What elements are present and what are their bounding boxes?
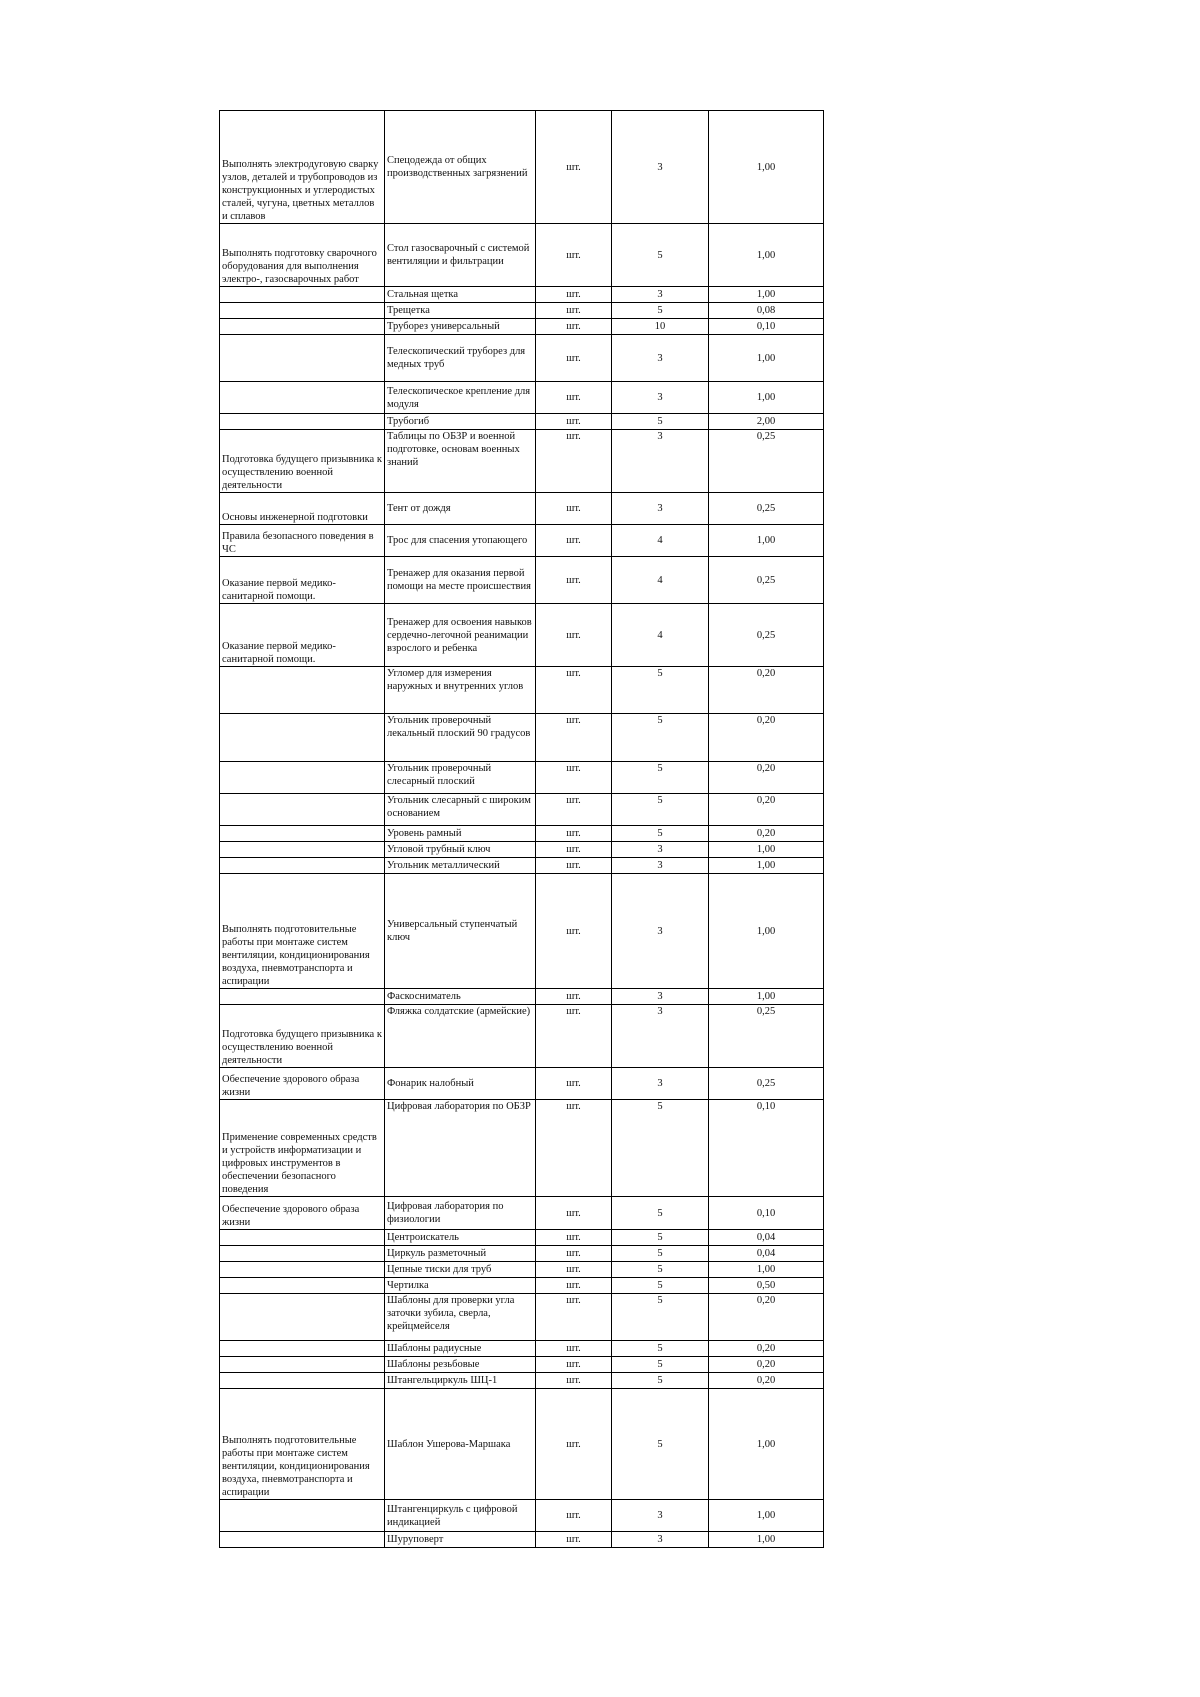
norm-cell: 0,25: [709, 430, 824, 493]
quantity-cell: 3: [612, 1005, 709, 1068]
item-cell: Центроискатель: [385, 1230, 536, 1246]
activity-cell: Подготовка будущего призывника к осуществлению военной деятельности: [220, 1005, 385, 1068]
activity-cell: [220, 1262, 385, 1278]
norm-cell: 0,20: [709, 762, 824, 794]
table-row: [220, 762, 824, 794]
table-row: [220, 842, 824, 858]
norm-cell: 0,10: [709, 1197, 824, 1230]
quantity-cell: 5: [612, 1357, 709, 1373]
table-row: [220, 1230, 824, 1246]
unit-cell: шт.: [536, 826, 612, 842]
norm-cell: 1,00: [709, 525, 824, 557]
quantity-cell: 3: [612, 287, 709, 303]
table-row: [220, 858, 824, 874]
item-cell: Угольник проверочный слесарный плоский: [385, 762, 536, 794]
unit-cell: шт.: [536, 557, 612, 604]
unit-cell: шт.: [536, 319, 612, 335]
norm-cell: 1,00: [709, 224, 824, 287]
activity-cell: [220, 826, 385, 842]
item-cell: Фляжка солдатские (армейские): [385, 1005, 536, 1068]
table-row: [220, 1100, 824, 1197]
norm-cell: 0,25: [709, 493, 824, 525]
unit-cell: шт.: [536, 111, 612, 224]
unit-cell: шт.: [536, 874, 612, 989]
unit-cell: шт.: [536, 989, 612, 1005]
table-row: [220, 1341, 824, 1357]
item-cell: Угольник проверочный лекальный плоский 90 градусов: [385, 714, 536, 762]
norm-cell: 1,00: [709, 335, 824, 382]
norm-cell: 1,00: [709, 111, 824, 224]
quantity-cell: 5: [612, 1389, 709, 1500]
unit-cell: шт.: [536, 858, 612, 874]
quantity-cell: 3: [612, 1500, 709, 1532]
quantity-cell: 3: [612, 382, 709, 414]
quantity-cell: 5: [612, 1341, 709, 1357]
table-row: [220, 303, 824, 319]
item-cell: Чертилка: [385, 1278, 536, 1294]
quantity-cell: 5: [612, 762, 709, 794]
table-row: [220, 1357, 824, 1373]
quantity-cell: 4: [612, 604, 709, 667]
quantity-cell: 3: [612, 111, 709, 224]
quantity-cell: 3: [612, 493, 709, 525]
table-row: [220, 604, 824, 667]
activity-cell: [220, 1373, 385, 1389]
table-row: [220, 224, 824, 287]
activity-cell: [220, 1357, 385, 1373]
unit-cell: шт.: [536, 1389, 612, 1500]
table-row: [220, 1262, 824, 1278]
activity-cell: [220, 1230, 385, 1246]
unit-cell: шт.: [536, 287, 612, 303]
table-row: [220, 319, 824, 335]
norm-cell: 0,10: [709, 319, 824, 335]
quantity-cell: 5: [612, 1246, 709, 1262]
unit-cell: шт.: [536, 382, 612, 414]
norm-cell: 0,25: [709, 1068, 824, 1100]
table-row: [220, 1373, 824, 1389]
item-cell: Шаблон Ушерова-Маршака: [385, 1389, 536, 1500]
quantity-cell: 3: [612, 1532, 709, 1548]
activity-cell: [220, 414, 385, 430]
unit-cell: шт.: [536, 1197, 612, 1230]
equipment-table-sheet: [219, 110, 823, 1548]
quantity-cell: 5: [612, 794, 709, 826]
quantity-cell: 5: [612, 1262, 709, 1278]
quantity-cell: 5: [612, 1373, 709, 1389]
activity-cell: Применение современных средств и устройств информатизации и цифровых инструментов в обеспечении безопасного поведения: [220, 1100, 385, 1197]
quantity-cell: 4: [612, 525, 709, 557]
item-cell: Шаблоны резьбовые: [385, 1357, 536, 1373]
table-row: [220, 1068, 824, 1100]
activity-cell: [220, 714, 385, 762]
norm-cell: 0,20: [709, 1341, 824, 1357]
activity-cell: [220, 762, 385, 794]
table-row: [220, 430, 824, 493]
activity-cell: Оказание первой медико-санитарной помощи.: [220, 557, 385, 604]
item-cell: Угольник слесарный с широким основанием: [385, 794, 536, 826]
unit-cell: шт.: [536, 1005, 612, 1068]
item-cell: Цифровая лаборатория по ОБЗР: [385, 1100, 536, 1197]
table-row: [220, 714, 824, 762]
unit-cell: шт.: [536, 667, 612, 714]
activity-cell: [220, 319, 385, 335]
equipment-table: [219, 110, 824, 1548]
norm-cell: 1,00: [709, 842, 824, 858]
item-cell: Телескопическое крепление для модуля: [385, 382, 536, 414]
item-cell: Штангенциркуль с цифровой индикацией: [385, 1500, 536, 1532]
item-cell: Угловой трубный ключ: [385, 842, 536, 858]
item-cell: Цепные тиски для труб: [385, 1262, 536, 1278]
activity-cell: Выполнять подготовку сварочного оборудования для выполнения электро-, газосварочных работ: [220, 224, 385, 287]
table-row: [220, 1500, 824, 1532]
item-cell: Трещетка: [385, 303, 536, 319]
item-cell: Стол газосварочный с системой вентиляции и фильтрации: [385, 224, 536, 287]
norm-cell: 0,25: [709, 557, 824, 604]
unit-cell: шт.: [536, 842, 612, 858]
table-row: [220, 287, 824, 303]
activity-cell: Основы инженерной подготовки: [220, 493, 385, 525]
norm-cell: 1,00: [709, 382, 824, 414]
table-row: [220, 826, 824, 842]
unit-cell: шт.: [536, 335, 612, 382]
table-row: [220, 557, 824, 604]
quantity-cell: 5: [612, 667, 709, 714]
quantity-cell: 5: [612, 1100, 709, 1197]
item-cell: Спецодежда от общих производственных загрязнений: [385, 111, 536, 224]
norm-cell: 1,00: [709, 1532, 824, 1548]
activity-cell: [220, 303, 385, 319]
norm-cell: 1,00: [709, 287, 824, 303]
quantity-cell: 3: [612, 842, 709, 858]
quantity-cell: 3: [612, 989, 709, 1005]
unit-cell: шт.: [536, 1246, 612, 1262]
item-cell: Угольник металлический: [385, 858, 536, 874]
table-row: [220, 874, 824, 989]
norm-cell: 1,00: [709, 989, 824, 1005]
item-cell: Труборез универсальный: [385, 319, 536, 335]
quantity-cell: 3: [612, 1068, 709, 1100]
unit-cell: шт.: [536, 1068, 612, 1100]
unit-cell: шт.: [536, 714, 612, 762]
activity-cell: [220, 1278, 385, 1294]
unit-cell: шт.: [536, 1373, 612, 1389]
table-row: [220, 1389, 824, 1500]
norm-cell: 0,08: [709, 303, 824, 319]
item-cell: Шаблоны радиусные: [385, 1341, 536, 1357]
unit-cell: шт.: [536, 604, 612, 667]
norm-cell: 0,04: [709, 1246, 824, 1262]
item-cell: Трос для спасения утопающего: [385, 525, 536, 557]
unit-cell: шт.: [536, 525, 612, 557]
norm-cell: 0,25: [709, 604, 824, 667]
quantity-cell: 5: [612, 1230, 709, 1246]
activity-cell: Выполнять подготовительные работы при монтаже систем вентиляции, кондиционирования воздуха, пневмотранспорта и аспирации: [220, 1389, 385, 1500]
activity-cell: [220, 335, 385, 382]
item-cell: Шуруповерт: [385, 1532, 536, 1548]
unit-cell: шт.: [536, 1100, 612, 1197]
activity-cell: [220, 842, 385, 858]
unit-cell: шт.: [536, 224, 612, 287]
unit-cell: шт.: [536, 1532, 612, 1548]
table-row: [220, 1532, 824, 1548]
norm-cell: 1,00: [709, 858, 824, 874]
item-cell: Трубогиб: [385, 414, 536, 430]
item-cell: Фонарик налобный: [385, 1068, 536, 1100]
norm-cell: 0,50: [709, 1278, 824, 1294]
quantity-cell: 3: [612, 874, 709, 989]
activity-cell: [220, 858, 385, 874]
table-row: [220, 1005, 824, 1068]
activity-cell: [220, 989, 385, 1005]
norm-cell: 0,20: [709, 1294, 824, 1341]
activity-cell: [220, 1246, 385, 1262]
activity-cell: Подготовка будущего призывника к осуществлению военной деятельности: [220, 430, 385, 493]
table-row: [220, 111, 824, 224]
activity-cell: [220, 794, 385, 826]
item-cell: Угломер для измерения наружных и внутренних углов: [385, 667, 536, 714]
unit-cell: шт.: [536, 1341, 612, 1357]
norm-cell: 0,10: [709, 1100, 824, 1197]
table-row: [220, 1294, 824, 1341]
norm-cell: 1,00: [709, 874, 824, 989]
table-row: [220, 493, 824, 525]
table-row: [220, 989, 824, 1005]
activity-cell: [220, 382, 385, 414]
norm-cell: 0,20: [709, 714, 824, 762]
table-row: [220, 1197, 824, 1230]
quantity-cell: 3: [612, 858, 709, 874]
item-cell: Универсальный ступенчатый ключ: [385, 874, 536, 989]
item-cell: Телескопический труборез для медных труб: [385, 335, 536, 382]
table-row: [220, 794, 824, 826]
norm-cell: 0,20: [709, 667, 824, 714]
quantity-cell: 5: [612, 224, 709, 287]
item-cell: Цифровая лаборатория по физиологии: [385, 1197, 536, 1230]
item-cell: Фаскосниматель: [385, 989, 536, 1005]
activity-cell: [220, 1294, 385, 1341]
quantity-cell: 5: [612, 826, 709, 842]
activity-cell: Обеспечение здорового образа жизни: [220, 1068, 385, 1100]
activity-cell: Выполнять подготовительные работы при монтаже систем вентиляции, кондиционирования воздуха, пневмотранспорта и аспирации: [220, 874, 385, 989]
norm-cell: 1,00: [709, 1262, 824, 1278]
item-cell: Шаблоны для проверки угла заточки зубила, сверла, крейцмейселя: [385, 1294, 536, 1341]
quantity-cell: 4: [612, 557, 709, 604]
unit-cell: шт.: [536, 1357, 612, 1373]
quantity-cell: 5: [612, 1294, 709, 1341]
activity-cell: [220, 1532, 385, 1548]
activity-cell: Оказание первой медико-санитарной помощи.: [220, 604, 385, 667]
item-cell: Тренажер для освоения навыков сердечно-легочной реанимации взрослого и ребенка: [385, 604, 536, 667]
norm-cell: 0,20: [709, 794, 824, 826]
norm-cell: 0,20: [709, 1357, 824, 1373]
table-row: [220, 525, 824, 557]
activity-cell: Обеспечение здорового образа жизни: [220, 1197, 385, 1230]
norm-cell: 1,00: [709, 1389, 824, 1500]
activity-cell: Выполнять электродуговую сварку узлов, деталей и трубопроводов из конструкционных и углеродистых сталей, чугуна, цветных металлов и сплавов: [220, 111, 385, 224]
quantity-cell: 5: [612, 714, 709, 762]
activity-cell: [220, 1500, 385, 1532]
quantity-cell: 3: [612, 430, 709, 493]
item-cell: Штангельциркуль ШЦ-1: [385, 1373, 536, 1389]
unit-cell: шт.: [536, 762, 612, 794]
unit-cell: шт.: [536, 493, 612, 525]
norm-cell: 2,00: [709, 414, 824, 430]
item-cell: Тент от дождя: [385, 493, 536, 525]
unit-cell: шт.: [536, 1294, 612, 1341]
table-row: [220, 667, 824, 714]
item-cell: Таблицы по ОБЗР и военной подготовке, основам военных знаний: [385, 430, 536, 493]
activity-cell: [220, 667, 385, 714]
norm-cell: 0,04: [709, 1230, 824, 1246]
table-row: [220, 1246, 824, 1262]
quantity-cell: 3: [612, 335, 709, 382]
unit-cell: шт.: [536, 430, 612, 493]
norm-cell: 0,20: [709, 1373, 824, 1389]
activity-cell: [220, 1341, 385, 1357]
unit-cell: шт.: [536, 1278, 612, 1294]
item-cell: Уровень рамный: [385, 826, 536, 842]
unit-cell: шт.: [536, 1230, 612, 1246]
table-row: [220, 382, 824, 414]
quantity-cell: 5: [612, 303, 709, 319]
norm-cell: 1,00: [709, 1500, 824, 1532]
activity-cell: [220, 287, 385, 303]
unit-cell: шт.: [536, 794, 612, 826]
unit-cell: шт.: [536, 1262, 612, 1278]
item-cell: Циркуль разметочный: [385, 1246, 536, 1262]
quantity-cell: 10: [612, 319, 709, 335]
table-row: [220, 414, 824, 430]
item-cell: Тренажер для оказания первой помощи на месте происшествия: [385, 557, 536, 604]
activity-cell: Правила безопасного поведения в ЧС: [220, 525, 385, 557]
quantity-cell: 5: [612, 1278, 709, 1294]
quantity-cell: 5: [612, 1197, 709, 1230]
item-cell: Стальная щетка: [385, 287, 536, 303]
norm-cell: 0,20: [709, 826, 824, 842]
table-row: [220, 1278, 824, 1294]
table-row: [220, 335, 824, 382]
quantity-cell: 5: [612, 414, 709, 430]
unit-cell: шт.: [536, 1500, 612, 1532]
unit-cell: шт.: [536, 414, 612, 430]
unit-cell: шт.: [536, 303, 612, 319]
norm-cell: 0,25: [709, 1005, 824, 1068]
